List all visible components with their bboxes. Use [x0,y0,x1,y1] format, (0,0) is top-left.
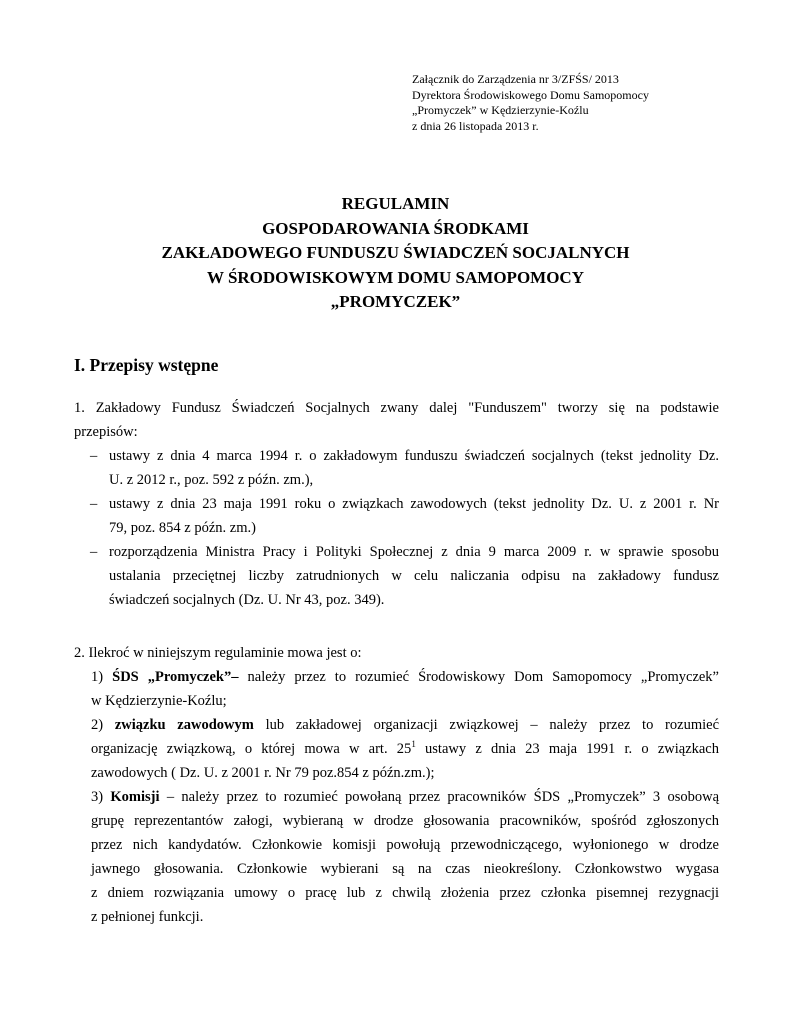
definition-text: lub zakładowej organizacji związkowej – należy przez to rozumieć [265,717,720,733]
annex-note [412,72,649,134]
list-item-line: 79, poz. 854 z późn. zm.) [109,520,256,536]
list-item-line: rozporządzenia Ministra Pracy i Polityki Społecznej z dnia 9 marca 2009 r. w sprawie sposobu [109,544,719,560]
definitions-list [91,665,719,929]
definition-line: zawodowych ( Dz. U. z 2001 r. Nr 79 poz.854 z późn.zm.); [91,765,435,781]
list-item [74,540,719,612]
list-item-line: świadczeń socjalnych (Dz. U. Nr 43, poz. 349). [109,592,385,608]
definition-item [91,785,719,929]
paragraph-line: 1. Zakładowy Fundusz Świadczeń Socjalnych zwany dalej "Funduszem" tworzy się na podstawie [74,400,719,416]
title-line: REGULAMIN [341,194,450,213]
definition-line: z dniem rozwiązania umowy o pracę lub z chwilą złożenia przez członka pisemnej rezygnacji [91,885,719,901]
dash-bullet: – [90,544,98,560]
list-item [74,492,719,540]
definition-text: należy przez to rozumieć Środowiskowy Dom Samopomocy „Promyczek” [247,669,719,685]
definition-line: w Kędzierzynie-Koźlu; [91,693,227,709]
definition-line: z pełnionej funkcji. [91,909,204,925]
definition-line [91,665,719,689]
title-line: W ŚRODOWISKOWYM DOMU SAMOPOMOCY [207,267,584,287]
definition-text: – należy przez to rozumieć powołaną przez pracowników ŚDS „Promyczek” 3 osobową [166,789,720,805]
definition-term: Komisji [110,789,160,805]
paragraph-1 [74,396,719,444]
definition-line: przez nich kandydatów. Członkowie komisji powołują przewodniczącego, wyłonionego w drodze [91,837,719,853]
list-item-line: U. z 2012 r., poz. 592 z późn. zm.), [109,472,314,488]
definition-line [91,737,719,761]
footnote-superscript: 1 [411,739,416,750]
definition-text: ustawy z dnia 23 maja 1991 r. o związkach [425,741,719,757]
title-line: „PROMYCZEK” [330,292,461,311]
definition-item [91,713,719,785]
definition-line [91,785,719,809]
definition-number: 1) [91,669,104,685]
title-line: GOSPODAROWANIA ŚRODKAMI [262,218,529,238]
annex-line: Dyrektora Środowiskowego Domu Samopomocy [412,87,649,102]
list-item [74,444,719,492]
dash-bullet: – [90,496,98,512]
document-title [0,192,791,315]
definition-number: 2) [91,717,104,733]
paragraph-2-intro: 2. Ilekroć w niniejszym regulaminie mowa jest o: [74,645,362,661]
list-item-line: ustalania przeciętnej liczby zatrudnionych w celu naliczania odpisu na zakładowy fundusz [109,568,719,584]
definition-item [91,665,719,713]
dash-bullet: – [90,448,98,464]
definition-line: grupę reprezentantów załogi, wybieraną w drodze głosowania pracowników, spośród zgłoszonych [91,813,719,829]
definition-number: 3) [91,789,104,805]
definition-term: ŚDS „Promyczek”– [112,669,239,685]
definition-line [91,713,719,737]
list-item-line: ustawy z dnia 23 maja 1991 roku o związkach zawodowych (tekst jednolity Dz. U. z 2001 r. Nr [109,496,719,512]
paragraph-line: przepisów: [74,424,138,440]
legal-basis-list [74,444,719,612]
annex-line: „Promyczek” w Kędzierzynie-Koźlu [412,103,589,117]
title-line: ZAKŁADOWEGO FUNDUSZU ŚWIADCZEŃ SOCJALNYCH [161,243,630,262]
annex-line: z dnia 26 listopada 2013 r. [412,118,539,133]
list-item-line: ustawy z dnia 4 marca 1994 r. o zakładowym funduszu świadczeń socjalnych (tekst jednolity Dz. [109,448,719,464]
definition-text: organizację związkową, o której mowa w art. 25 [91,741,412,757]
annex-line: Załącznik do Zarządzenia nr 3/ZFŚS/ 2013 [412,72,619,86]
definition-term: związku zawodowym [114,717,254,733]
section-heading: I. Przepisy wstępne [74,355,219,375]
definition-line: jawnego głosowania. Członkowie wybierani są na czas nieokreślony. Członkowstwo wygasa [91,861,719,877]
